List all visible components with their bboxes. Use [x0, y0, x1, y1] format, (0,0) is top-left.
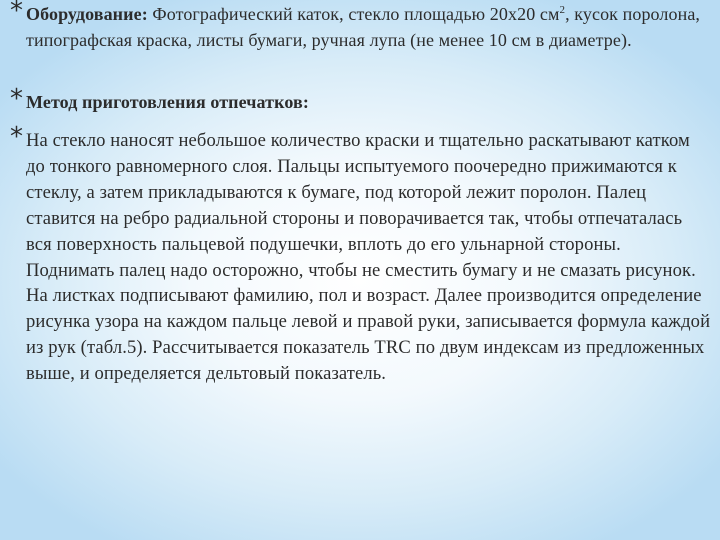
superscript-two: 2: [559, 4, 566, 16]
bullet-asterisk: *: [10, 122, 23, 152]
bullet-asterisk: *: [10, 84, 23, 114]
bullet-asterisk: *: [10, 0, 23, 26]
equipment-label: Оборудование:: [26, 4, 148, 24]
method-heading: Метод приготовления отпечатков:: [26, 92, 309, 112]
equipment-text-continued: , кусок поролона, типографская краска, листы бумаги, ручная лупа (не менее 10 см в диаметре).: [26, 4, 701, 50]
equipment-paragraph: [26, 2, 712, 53]
method-bullet-item: [10, 84, 712, 116]
procedure-bullet-item: [10, 122, 712, 387]
equipment-text: Фотографический каток, стекло площадью 20х20 см: [147, 4, 560, 24]
equipment-bullet-item: [10, 2, 712, 53]
procedure-paragraph: На стекло наносят небольшое количество краски и тщательно раскатывают катком до тонкого равномерного слоя. Пальцы испытуемого поочередно прижимаются к стеклу, а затем прикладываются к бумаге, под которой лежит поролон. Палец ставится на ребро радиальной стороны и поворачивается так, чтобы отпечаталась вся поверхность пальцевой подушечки, вплоть до его ульнарной стороны. Поднимать палец надо осторожно, чтобы не сместить бумагу и не смазать рисунок. На листках подписывают фамилию, пол и возраст. Далее производится определение рисунка узора на каждом пальце левой и правой руки, записывается формула каждой из рук (табл.5). Рассчитывается показатель TRC по двум индексам из предложенных выше, и определяется дельтовый показатель.: [26, 130, 711, 385]
